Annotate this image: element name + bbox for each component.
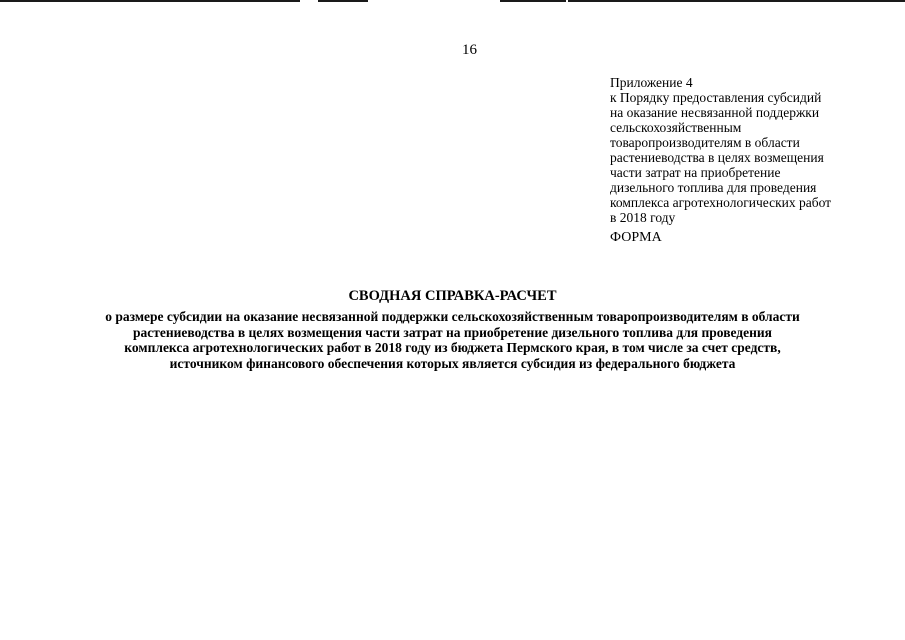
scan-edge-line: [318, 0, 368, 2]
appendix-line: дизельного топлива для проведения: [610, 180, 817, 195]
form-label: ФОРМА: [610, 230, 662, 245]
subtitle-line: источником финансового обеспечения которых является субсидия из федерального бюджета: [169, 355, 736, 371]
appendix-line: растениеводства в целях возмещения: [610, 150, 824, 165]
appendix-block: [610, 75, 890, 225]
appendix-line: сельскохозяйственным: [610, 120, 742, 135]
subtitle-line: о размере субсидии на оказание несвязанной поддержки сельскохозяйственным товаропроизводителям в области: [105, 309, 800, 324]
scan-edge-line: [0, 0, 300, 2]
page-number: 16: [462, 42, 477, 58]
subtitle-line: растениеводства в целях возмещения части затрат на приобретение дизельного топлива для проведения: [133, 324, 772, 340]
appendix-line: Приложение 4: [610, 75, 693, 90]
appendix-line: товаропроизводителям в области: [610, 135, 800, 150]
scan-edge-line: [500, 0, 566, 2]
appendix-line: к Порядку предоставления субсидий: [610, 90, 822, 105]
appendix-line: части затрат на приобретение: [610, 165, 781, 180]
appendix-line: комплекса агротехнологических работ: [610, 195, 832, 210]
subtitle-line: комплекса агротехнологических работ в 2018 году из бюджета Пермского края, в том числе за счет средств,: [124, 340, 781, 355]
document-subtitle: [40, 309, 865, 371]
document-title: СВОДНАЯ СПРАВКА-РАСЧЕТ: [348, 288, 557, 304]
scan-edge-line: [568, 0, 905, 2]
appendix-line: на оказание несвязанной поддержки: [610, 105, 820, 120]
appendix-line: в 2018 году: [610, 210, 676, 225]
